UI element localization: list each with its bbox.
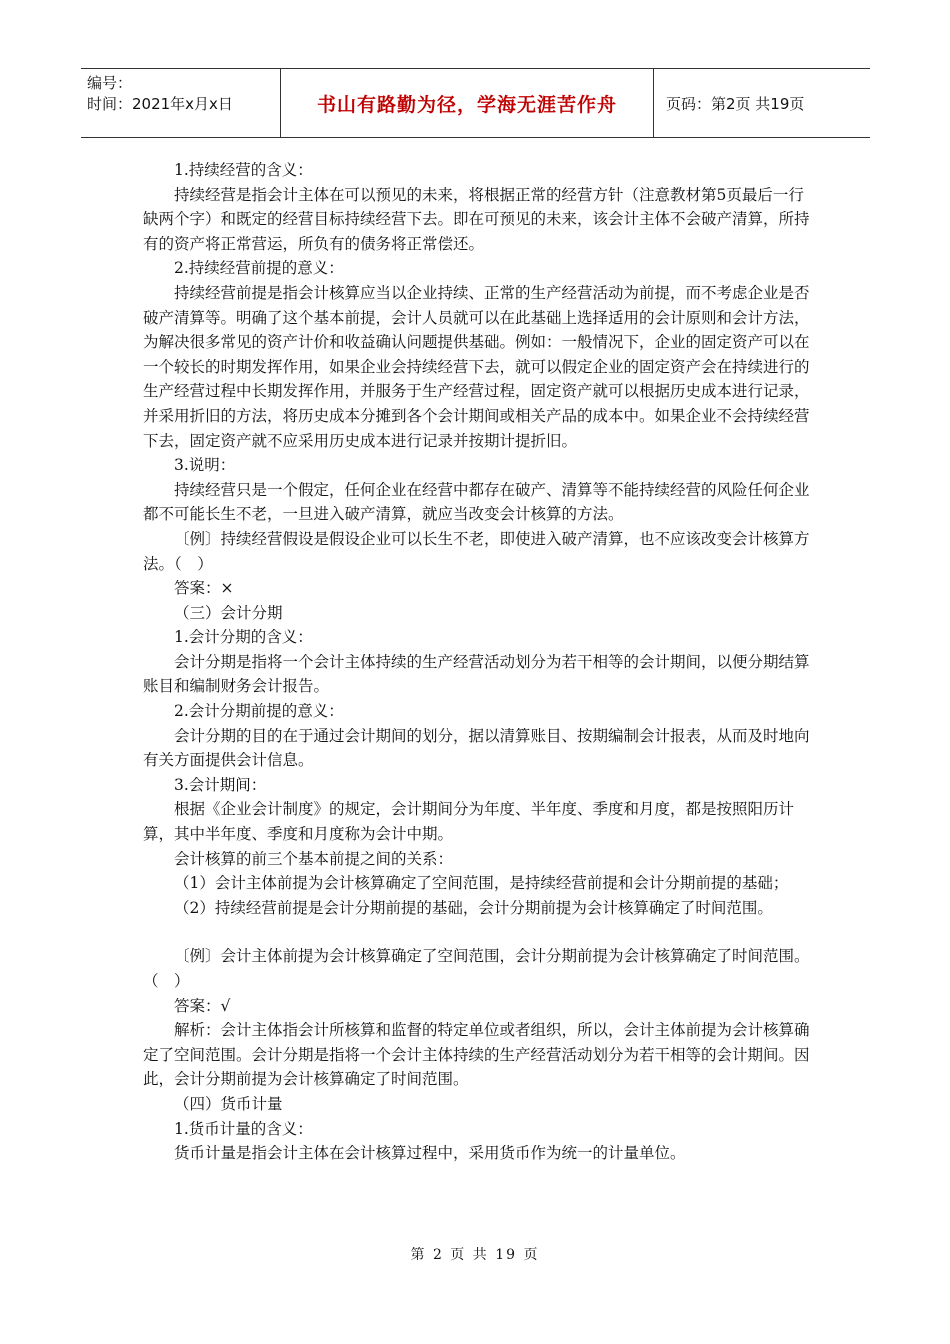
- paragraph: 〔例〕会计主体前提为会计核算确定了空间范围，会计分期前提为会计核算确定了时间范围。（ ）: [143, 947, 810, 990]
- header-motto: [281, 69, 654, 137]
- paragraph: 会计分期的目的在于通过会计期间的划分，据以清算账目、按期编制会计报表，从而及时地向有关方面提供会计信息。: [143, 726, 810, 770]
- motto-text: 书山有路勤为径，学海无涯苦作舟: [316, 93, 617, 116]
- document-body: [143, 158, 811, 1166]
- document-number-label: 编号：: [87, 74, 133, 92]
- paragraph: 〔例〕持续经营假设是假设企业可以长生不老，即使进入破产清算，也不应该改变会计核算方法。（ ）: [143, 529, 810, 573]
- document-date: 时间：2021年x月x日: [87, 95, 233, 113]
- paragraph: 2.持续经营前提的意义：: [174, 259, 344, 278]
- paragraph: 1.会计分期的含义：: [174, 628, 313, 647]
- paragraph: 持续经营是指会计主体在可以预见的未来，将根据正常的经营方针（注意教材第5页最后一行缺两个字）和既定的经营目标持续经营下去。即在可预见的未来，该会计主体不会破产清算，所持有的资产将正常营运，所负有的债务将正常偿还。: [143, 185, 810, 253]
- paragraph: 根据《企业会计制度》的规定，会计期间分为年度、半年度、季度和月度，都是按照阳历计算，其中半年度、季度和月度称为会计中期。: [143, 800, 795, 844]
- paragraph: （2）持续经营前提是会计分期前提的基础，会计分期前提为会计核算确定了时间范围。: [174, 898, 773, 917]
- paragraph: 持续经营前提是指会计核算应当以企业持续、正常的生产经营活动为前提，而不考虑企业是否破产清算等。明确了这个基本前提，会计人员就可以在此基础上选择适用的会计原则和会计方法，为解决很多常见的资产计价和收益确认问题提供基础。例如：一般情况下，企业的固定资产可以在一个较长的时期发挥作用，如果企业会持续经营下去，就可以假定企业的固定资产会在持续进行的生产经营过程中长期发挥作用，并服务于生产经营过程，固定资产就可以根据历史成本进行记录，并采用折旧的方法，将历史成本分摊到各个会计期间或相关产品的成本中。如果企业不会持续经营下去，固定资产就不应采用历史成本进行记录并按期计提折旧。: [143, 283, 810, 450]
- page-footer: 第 2 页 共 19 页: [410, 1247, 540, 1263]
- paragraph: 答案：×: [174, 579, 234, 598]
- paragraph: 1.持续经营的含义：: [174, 161, 313, 179]
- page-header: [81, 68, 870, 138]
- paragraph: 2.会计分期前提的意义：: [174, 702, 344, 721]
- paragraph: （四）货币计量: [174, 1094, 283, 1113]
- page-info-text: 页码：第2页 共19页: [666, 94, 805, 113]
- paragraph: 1.货币计量的含义：: [174, 1119, 313, 1138]
- paragraph: 货币计量是指会计主体在会计核算过程中，采用货币作为统一的计量单位。: [174, 1144, 686, 1163]
- paragraph: 3.会计期间：: [174, 775, 267, 794]
- header-meta: [81, 69, 281, 137]
- paragraph: 持续经营只是一个假定，任何企业在经营中都存在破产、清算等不能持续经营的风险任何企业都不可能长生不老，一旦进入破产清算，就应当改变会计核算的方法。: [143, 480, 810, 524]
- paragraph: （三）会计分期: [174, 603, 283, 622]
- paragraph: 3.说明：: [174, 456, 236, 475]
- paragraph: 答案：√: [174, 996, 231, 1015]
- paragraph: （1）会计主体前提为会计核算确定了空间范围，是持续经营前提和会计分期前提的基础；: [174, 874, 789, 893]
- header-page-info: [654, 69, 870, 137]
- paragraph: 会计核算的前三个基本前提之间的关系：: [174, 849, 454, 868]
- paragraph: 解析：会计主体指会计所核算和监督的特定单位或者组织，所以，会计主体前提为会计核算确定了空间范围。会计分期是指将一个会计主体持续的生产经营活动划分为若干相等的会计期间。因此，会计分期前提为会计核算确定了时间范围。: [143, 1021, 810, 1089]
- paragraph: 会计分期是指将一个会计主体持续的生产经营活动划分为若干相等的会计期间，以便分期结算账目和编制财务会计报告。: [143, 652, 810, 696]
